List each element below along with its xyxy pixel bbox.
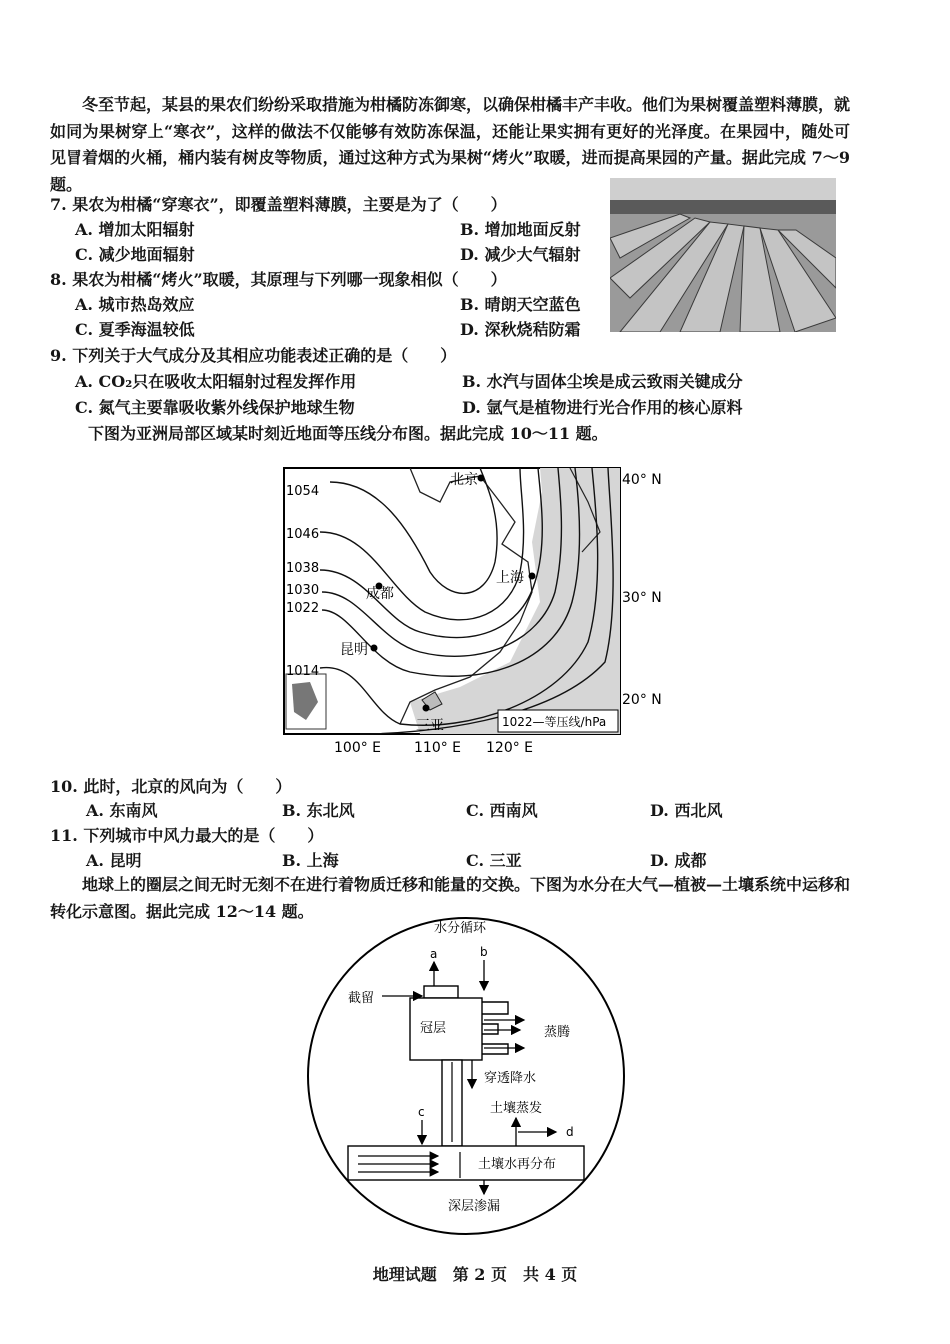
transpiration-label: 蒸腾	[544, 1025, 571, 1040]
label-d: d	[566, 1125, 574, 1139]
city-sanya: 三亚	[416, 718, 444, 734]
legend-label: 1022—等压线/hPa	[502, 715, 607, 729]
question-10-option-a[interactable]: A. 东南风	[86, 801, 158, 820]
lon-label: 110° E	[414, 740, 462, 756]
page-footer: 地理试题 第 2 页 共 4 页	[372, 1265, 578, 1284]
diagram-title: 水分循环	[434, 921, 487, 936]
question-8-option-a[interactable]: A. 城市热岛效应	[75, 295, 195, 314]
question-7-option-b[interactable]: B. 增加地面反射	[460, 220, 581, 239]
isobar-label: 1054	[286, 484, 320, 499]
question-8-stem: 8. 果农为柑橘“烤火”取暖，其原理与下列哪一现象相似（ ）	[50, 270, 507, 289]
question-11-option-a[interactable]: A. 昆明	[86, 851, 142, 870]
question-7-stem: 7. 果农为柑橘“穿寒衣”，即覆盖塑料薄膜，主要是为了（ ）	[50, 195, 507, 214]
isobar-label: 1046	[286, 527, 320, 542]
throughfall-label: 穿透降水	[484, 1071, 537, 1086]
city-kunming: 昆明	[340, 642, 368, 658]
question-10-option-d[interactable]: D. 西北风	[650, 801, 723, 820]
isobar-map	[270, 462, 690, 760]
question-11-option-b[interactable]: B. 上海	[282, 851, 339, 870]
lon-label: 100° E	[334, 740, 382, 756]
question-9-option-d[interactable]: D. 氩气是植物进行光合作用的核心原料	[462, 398, 743, 417]
question-8-option-d[interactable]: D. 深秋烧秸防霜	[460, 320, 581, 339]
question-10-stem: 10. 此时，北京的风向为（ ）	[50, 777, 292, 796]
isobar-label: 1038	[286, 561, 320, 576]
water-cycle-diagram	[298, 910, 634, 1236]
city-beijing: 北京	[450, 472, 478, 488]
intro-text: 地球上的圈层之间无时无刻不在进行着物质迁移和能量的交换。下图为水分在大气—植被—土壤系统中运移和转化示意图。据此完成 12～14 题。	[50, 875, 851, 921]
question-9-option-a[interactable]: A. CO₂只在吸收太阳辐射过程发挥作用	[75, 372, 357, 391]
question-9-option-c[interactable]: C. 氮气主要靠吸收紫外线保护地球生物	[75, 398, 355, 417]
question-11-option-d[interactable]: D. 成都	[650, 851, 707, 870]
question-8-option-b[interactable]: B. 晴朗天空蓝色	[460, 295, 581, 314]
lon-label: 120° E	[486, 740, 534, 756]
intro-text: 冬至节起，某县的果农们纷纷采取措施为柑橘防冻御寒，以确保柑橘丰产丰收。他们为果树覆盖塑料薄膜，就如同为果树穿上“寒衣”，这样的做法不仅能够有效防冻保温，还能让果实拥有更好的光泽度。在果园中，随处可见冒着烟的火桶，桶内装有树皮等物质，通过这种方式为果树“烤火”取暖，进而提高果园的产量。据此完成 7～9 题。	[50, 95, 851, 194]
deep-leakage-label: 深层渗漏	[448, 1199, 501, 1214]
intro-paragraph-10-11: 下图为亚洲局部区域某时刻近地面等压线分布图。据此完成 10～11 题。	[88, 424, 608, 443]
label-a: a	[430, 947, 438, 961]
intercept-label: 截留	[348, 991, 375, 1006]
label-c: c	[418, 1105, 425, 1119]
isobar-label: 1014	[286, 664, 320, 679]
question-11-stem: 11. 下列城市中风力最大的是（ ）	[50, 826, 324, 845]
soil-evaporation-label: 土壤蒸发	[490, 1101, 543, 1116]
orchard-photo	[610, 178, 836, 332]
city-chengdu: 成都	[366, 586, 394, 602]
isobar-label: 1030	[286, 583, 320, 598]
isobar-label: 1022	[286, 601, 320, 616]
question-10-option-c[interactable]: C. 西南风	[466, 801, 538, 820]
question-10-option-b[interactable]: B. 东北风	[282, 801, 355, 820]
redistribution-label: 土壤水再分布	[478, 1157, 557, 1172]
question-7-option-c[interactable]: C. 减少地面辐射	[75, 245, 195, 264]
canopy-label: 冠层	[420, 1021, 447, 1036]
question-9-stem: 9. 下列关于大气成分及其相应功能表述正确的是（ ）	[50, 346, 457, 365]
question-9-option-b[interactable]: B. 水汽与固体尘埃是成云致雨关键成分	[462, 372, 743, 391]
lat-label: 40° N	[622, 472, 662, 488]
question-11-option-c[interactable]: C. 三亚	[466, 851, 522, 870]
question-8-option-c[interactable]: C. 夏季海温较低	[75, 320, 195, 339]
question-7-option-d[interactable]: D. 减少大气辐射	[460, 245, 581, 264]
lat-label: 20° N	[622, 692, 662, 708]
lat-label: 30° N	[622, 590, 662, 606]
city-shanghai: 上海	[496, 570, 524, 586]
label-b: b	[480, 945, 488, 959]
question-7-option-a[interactable]: A. 增加太阳辐射	[75, 220, 195, 239]
